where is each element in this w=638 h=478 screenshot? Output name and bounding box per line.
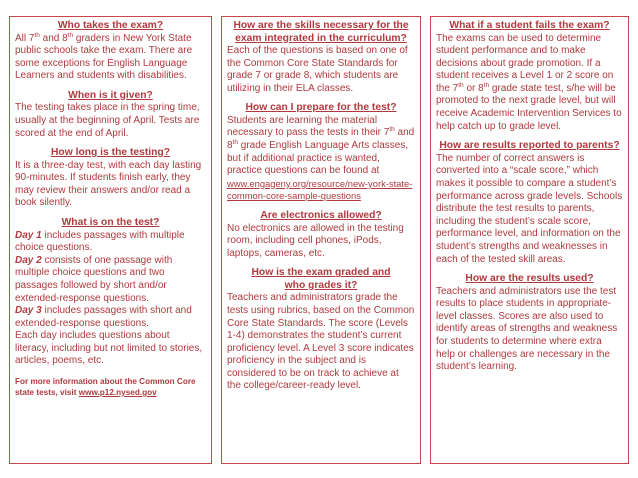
text-graded: Teachers and administrators grade the tests using rubrics, based on the Common Core State Standards. The score (Levels 1-4) demonstrates the student’s current proficiency level. A Level 3 score indicates proficiency in the subject and is considered to be on track to achieve at the college/career-ready level. <box>227 292 415 392</box>
panel-right <box>430 16 629 464</box>
footer-more-info: For more information about the Common Core state tests, visit www.p12.nysed.gov <box>15 377 196 398</box>
text-how-long: It is a three-day test, with each day lasting 90-minutes. If students finish early, they may review their answers and/or read a book silently. <box>15 159 202 209</box>
text-results-reported: The number of correct answers is converted into a “scale score,” which makes it possible to compare a student’s performance across grade levels. Schools distribute the test results to parents, including the student’s scale score, performance level, and information on the student’s strengths and weaknesses in each of the tested skill areas. <box>436 152 623 265</box>
heading-graded-1: How is the exam graded and <box>251 267 391 279</box>
text-day-1: Day 1 includes passages with multiple choice questions. <box>15 229 185 254</box>
text-results-used: Teachers and administrators use the test results to place students in appropriate-level classes. Scores are also used to identify areas of strengths and weakness for students to determine where extra help or challenges are necessary in the student’s learning. <box>436 285 618 373</box>
text-skills: Each of the questions is based on one of the Common Core State Standards for grade 7 or grade 8, which students are utilizing in their ELA classes. <box>227 45 408 94</box>
panel-left <box>9 16 212 464</box>
text-who-takes: All 7th and 8th graders in New York State public schools take the exam. There are some exceptions for English Language Learners and students with disabilities. <box>15 31 193 82</box>
heading-when-given: When is it given? <box>68 89 153 101</box>
heading-skills-1: How are the skills necessary for the <box>233 20 409 31</box>
heading-skills-2: exam integrated in the curriculum? <box>235 32 407 44</box>
heading-results-reported: How are results reported to parents? <box>439 140 620 152</box>
panel-middle <box>221 16 421 464</box>
text-prepare: Students are learning the material necessary to pass the tests in their 7th and 8th grade English Language Arts classes, but if additional practice is wanted, practice questions can be found at <box>227 114 415 177</box>
heading-results-used: How are the results used? <box>465 273 594 285</box>
heading-graded-2: who grades it? <box>284 279 358 291</box>
text-electronics: No electronics are allowed in the testing room, including cell phones, iPods, laptops, cameras, etc. <box>227 222 404 259</box>
text-day-2: Day 2 consists of one passage with multiple choice questions and two passages followed by short and/or extended-response questions. <box>15 254 173 304</box>
text-fails: The exams can be used to determine student performance and to make decisions about grade promotion. If a student receives a Level 1 or 2 score on the 7th or 8th grade state test, s/he will be promoted to the next grade level, but will receive Academic Intervention Services to help catch up to grade level. <box>436 32 622 132</box>
text-when-given: The testing takes place in the spring time, usually at the beginning of April. Tests are scored at the end of April. <box>15 102 200 139</box>
heading-electronics: Are electronics allowed? <box>260 210 382 222</box>
footer-link[interactable]: www.p12.nysed.gov <box>78 388 157 398</box>
text-each-day: Each day includes questions about literacy, including but not limited to stories, articles, poems, etc. <box>15 330 203 367</box>
link-practice-questions[interactable]: www.engageny.org/resource/new-york-state-common-core-sample-questions <box>227 177 413 202</box>
heading-who-takes: Who takes the exam? <box>57 20 164 31</box>
heading-prepare: How can I prepare for the test? <box>245 102 397 114</box>
heading-what-on-test: What is on the test? <box>61 217 160 229</box>
heading-fails: What if a student fails the exam? <box>449 20 610 31</box>
text-day-3: Day 3 includes passages with short and extended-response questions. <box>15 305 192 329</box>
heading-how-long: How long is the testing? <box>51 147 170 159</box>
